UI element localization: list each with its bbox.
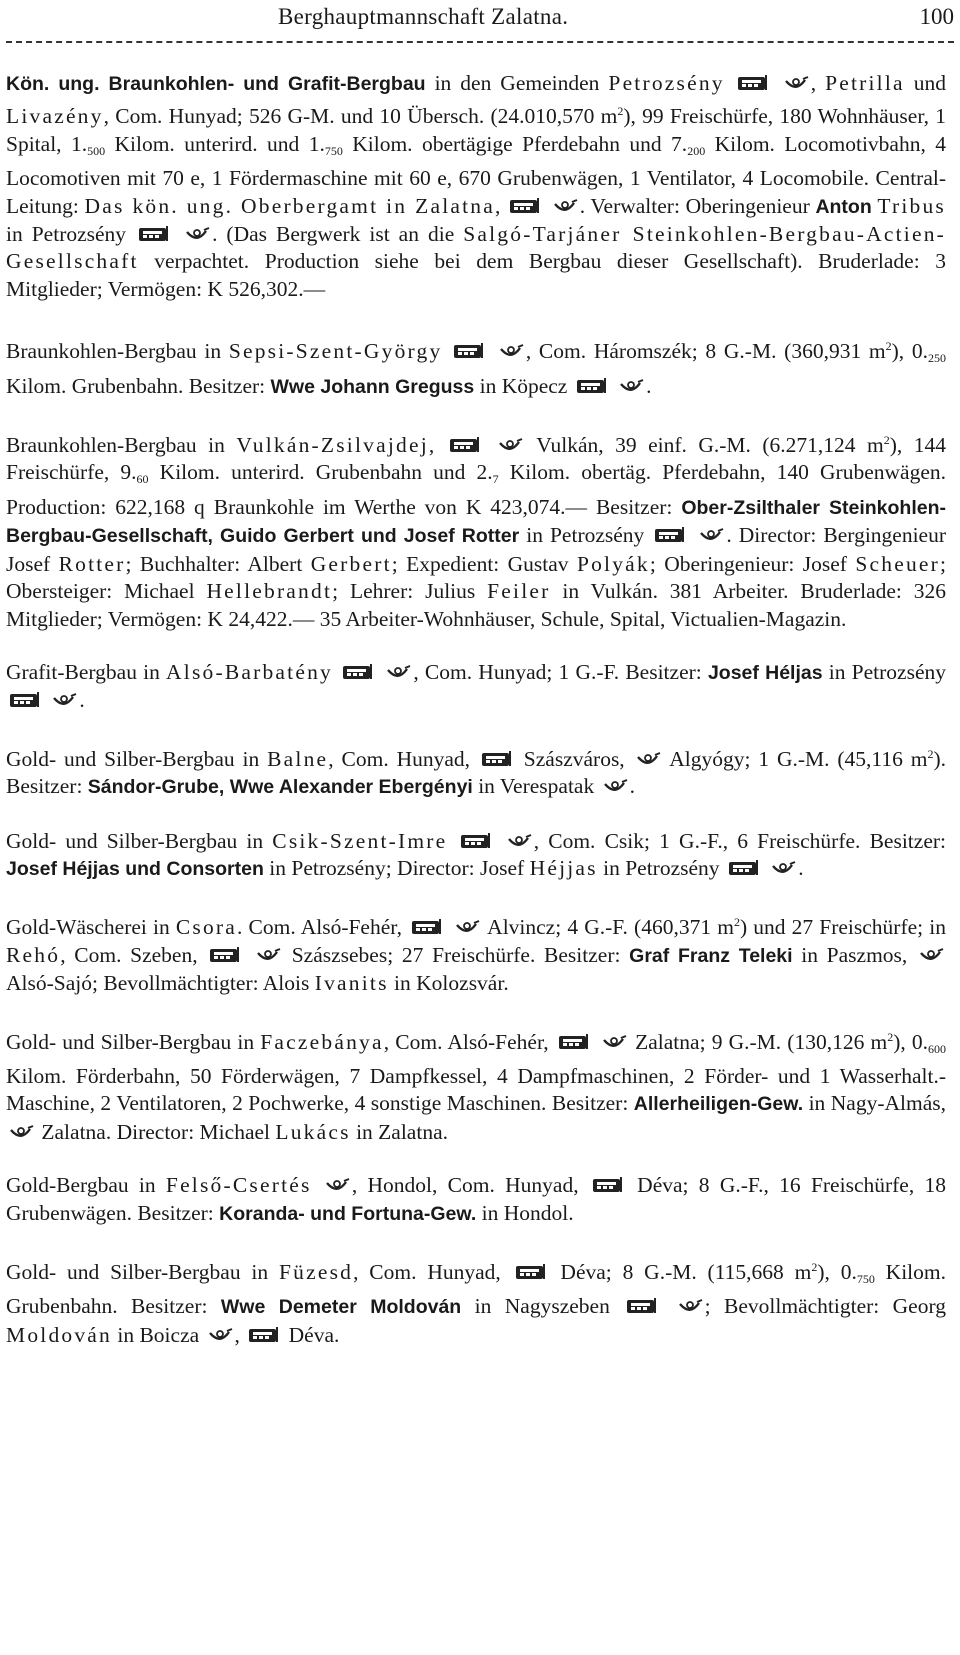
entry-text: , Com. Szeben, xyxy=(60,942,207,967)
post-horn-icon xyxy=(8,1124,34,1142)
person-surname: Feiler xyxy=(487,579,551,604)
post-horn-icon xyxy=(497,437,523,455)
place-name: Csora xyxy=(175,915,238,940)
entry-text: ), 99 Freischürfe, 180 Wohnhäuser, 1 Spital, 1. xyxy=(6,104,947,156)
telegraph-office-icon xyxy=(208,945,242,965)
entry-text: . xyxy=(798,855,804,880)
place-name: Vulkán-Zsilvajdej xyxy=(236,433,429,458)
telegraph-office-icon xyxy=(625,1296,659,1316)
entry-text: in Petrozsény xyxy=(597,855,725,880)
post-horn-icon xyxy=(770,860,796,878)
person-surname: Hellebrandt xyxy=(206,579,333,604)
telegraph-office-icon xyxy=(575,376,609,396)
post-horn-icon xyxy=(601,1034,627,1052)
place-name: Alsó-Barbatény xyxy=(166,659,333,684)
page-number: 100 xyxy=(919,4,954,29)
telegraph-office-icon xyxy=(736,73,770,93)
entry-text: in Zalatna. xyxy=(350,1119,448,1144)
place-name: Csik-Szent-Imre xyxy=(272,828,448,853)
mine-entry xyxy=(6,1024,946,1147)
entry-text: Kilom. obertäg. Pferdebahn, 140 Grubenwägen. Production: 622,168 q Braunkohle im Werthe von K 423,074.— Besitzer: xyxy=(6,460,946,519)
superscript: 2 xyxy=(883,433,890,448)
entry-text: in Vulkán. 381 Arbeiter. Bruderlade: 326 Mitglieder; Vermögen: K 24,422.— 35 Arbeiter-Wohnhäuser, Schule, Spital, Victualien-Magazin. xyxy=(6,579,947,631)
entry-text: , Com. Hunyad, xyxy=(328,746,478,771)
entry-heading: Gold- und Silber-Bergbau in xyxy=(6,828,273,853)
telegraph-office-icon xyxy=(341,662,375,682)
place-name: Rehó xyxy=(6,942,61,967)
post-horn-icon xyxy=(385,664,411,682)
entry-text: Déva; 8 G.-F., 16 Freischürfe, 18 Grubenwägen. Besitzer: xyxy=(6,1173,947,1225)
subscript: 500 xyxy=(87,143,106,158)
person-surname: Héjjas xyxy=(529,855,598,880)
place-name: Felső-Csertés xyxy=(165,1173,312,1198)
mine-entry xyxy=(6,1172,946,1228)
entry-heading: Kön. ung. Braunkohlen- und Grafit-Bergbau xyxy=(6,73,426,95)
entry-heading: Gold-Bergbau in xyxy=(6,1173,166,1198)
person-surname: Tribus xyxy=(877,193,946,218)
entry-text: . Verwalter: Oberingenieur xyxy=(579,193,816,218)
entry-text: , Com. Csik; 1 G.-F., 6 Freischürfe. Besitzer: xyxy=(533,828,946,853)
post-horn-icon xyxy=(255,947,281,965)
subscript: 600 xyxy=(928,1041,947,1056)
mine-entry xyxy=(6,741,946,802)
post-horn-icon xyxy=(324,1177,350,1195)
post-horn-icon xyxy=(677,1298,703,1316)
superscript: 2 xyxy=(617,104,624,119)
owner-name: Graf Franz Teleki xyxy=(629,944,793,967)
telegraph-office-icon xyxy=(653,525,687,545)
entry-text: Kilom. Locomotivbahn, 4 Locomotiven mit 70 e, 1 Fördermaschine mit 60 e, 670 Grubenwägen, 1 Ventilator, 4 Locomobile. Central-Leitung: xyxy=(6,131,946,218)
entry-text: . xyxy=(79,688,85,713)
mine-entry xyxy=(6,427,946,633)
entry-heading: Gold- und Silber-Bergbau in xyxy=(6,1260,279,1284)
entry-text: , Com. Hunyad; 1 G.-F. Besitzer: xyxy=(413,659,708,684)
entry-text: , Hondol, Com. Hunyad, xyxy=(351,1173,589,1198)
entry-heading: Grafit-Bergbau in xyxy=(6,659,167,684)
entry-text: in Petrozsény xyxy=(519,523,652,548)
entry-text: Szászsebes; 27 Freischürfe. Besitzer: xyxy=(283,942,630,967)
post-horn-icon xyxy=(602,778,628,796)
entry-text: ; Obersteiger: Michael xyxy=(6,551,946,604)
post-horn-icon xyxy=(635,751,661,769)
entry-text: Alsó-Sajó; Bevollmächtigter: Alois xyxy=(6,971,315,996)
running-head xyxy=(0,4,960,36)
post-horn-icon xyxy=(552,198,578,216)
post-horn-icon xyxy=(698,527,724,545)
telegraph-office-icon xyxy=(452,341,486,361)
post-horn-icon xyxy=(498,343,524,361)
superscript: 2 xyxy=(733,915,740,930)
person-surname: Rotter xyxy=(58,551,126,576)
entry-text: ; Lehrer: Julius xyxy=(332,579,488,604)
mine-entry xyxy=(6,1254,946,1349)
owner-name: Ober-Zsilthaler Steinkohlen-Bergbau-Gesellschaft, Guido Gerbert und Josef Rotter xyxy=(6,496,946,548)
post-horn-icon xyxy=(783,75,809,93)
superscript: 2 xyxy=(885,339,892,354)
subscript: 750 xyxy=(856,1272,875,1286)
entry-text: in Hondol. xyxy=(476,1200,574,1225)
telegraph-office-icon xyxy=(410,917,444,937)
entry-text: Kilom. unterird. Grubenbahn und 2. xyxy=(148,460,493,485)
entry-text: , Com. Alsó-Fehér, xyxy=(383,1029,555,1054)
entry-text: in Petrozsény; Director: Josef xyxy=(263,855,530,880)
mine-entry xyxy=(6,70,946,303)
entry-text: , Com. Hunyad; 526 G-M. und 10 Übersch. (24.010,570 m xyxy=(103,104,618,129)
telegraph-office-icon xyxy=(8,690,42,710)
place-name: Livazény xyxy=(6,104,104,129)
entry-text: Kilom. Grubenbahn. Besitzer: xyxy=(6,373,271,398)
telegraph-office-icon xyxy=(514,1262,548,1282)
entry-text: in den Gemeinden xyxy=(425,71,609,95)
place-name: Petrilla xyxy=(825,71,905,95)
entry-text: Déva. xyxy=(283,1322,340,1347)
organisation-name: Das kön. ung. Oberbergamt in Zalatna xyxy=(84,193,495,218)
entry-heading: Braunkohlen-Bergbau in xyxy=(6,339,229,364)
entry-text: , xyxy=(810,71,826,95)
entry-text: , xyxy=(428,433,446,458)
post-horn-icon xyxy=(51,692,77,710)
person-surname: Polyák xyxy=(576,551,650,576)
entry-text: , Com. Háromszék; 8 G.-M. (360,931 m xyxy=(525,339,886,364)
entry-text: Alvincz; 4 G.-F. (460,371 m xyxy=(482,915,734,940)
superscript: 2 xyxy=(887,1029,894,1044)
entry-text: Vulkán, 39 einf. G.-M. (6.271,124 m xyxy=(525,433,884,458)
entry-text: in Verespatak xyxy=(472,774,600,799)
entry-text: Zalatna. Director: Michael xyxy=(36,1119,276,1144)
entry-list xyxy=(6,70,946,1375)
telegraph-office-icon xyxy=(247,1325,281,1345)
owner-name: Wwe Demeter Moldován xyxy=(220,1296,462,1319)
subscript: 750 xyxy=(324,143,343,158)
entry-text: Kilom. unterird. und 1. xyxy=(105,131,325,156)
entry-text: verpachtet. Production siehe bei dem Bergbau dieser Gesellschaft). Bruderlade: 3 Mitglieder; Vermögen: K 526,302.— xyxy=(6,249,946,301)
entry-text: . Director: Bergingenieur Josef xyxy=(6,523,947,576)
entry-text: in Boicza xyxy=(111,1322,205,1347)
place-name: Petrozsény xyxy=(608,71,725,95)
entry-text: ), 0. xyxy=(893,1029,929,1054)
entry-text: in Kolozsvár. xyxy=(388,971,509,996)
post-horn-icon xyxy=(207,1327,233,1345)
post-horn-icon xyxy=(618,378,644,396)
owner-name: Koranda- und Fortuna-Gew. xyxy=(219,1202,477,1225)
mine-entry xyxy=(6,333,946,401)
subscript: 7 xyxy=(492,472,499,487)
header-rule xyxy=(6,41,954,43)
entry-heading: Braunkohlen-Bergbau in xyxy=(6,433,237,458)
entry-heading: Gold- und Silber-Bergbau in xyxy=(6,1029,261,1054)
entry-text: Zalatna; 9 G.-M. (130,126 m xyxy=(628,1029,888,1054)
telegraph-office-icon xyxy=(591,1175,625,1195)
person-surname: Gerbert xyxy=(310,551,392,576)
entry-text: und xyxy=(904,71,947,95)
telegraph-office-icon xyxy=(557,1032,591,1052)
mine-entry xyxy=(6,909,946,997)
entry-text: Algyógy; 1 G.-M. (45,116 m xyxy=(662,746,928,771)
owner-name: Allerheiligen-Gew. xyxy=(633,1093,804,1116)
entry-text: in Nagy-Almás, xyxy=(803,1091,946,1116)
place-name: Faczebánya xyxy=(260,1029,384,1054)
telegraph-office-icon xyxy=(508,196,542,216)
post-horn-icon xyxy=(506,833,532,851)
entry-text: , xyxy=(495,193,507,218)
owner-name: Josef Héjjas und Consorten xyxy=(6,857,264,880)
organisation-name: Salgó-Tarjáner Steinkohlen-Bergbau-Actien-Gesellschaft xyxy=(6,222,947,274)
telegraph-office-icon xyxy=(137,224,171,244)
entry-text: ) und 27 Freischürfe; in xyxy=(739,915,946,940)
entry-text: in Nagyszeben xyxy=(461,1294,624,1319)
superscript: 2 xyxy=(927,746,934,761)
entry-text: ). Besitzer: xyxy=(6,746,946,799)
entry-text: Kilom. Förderbahn, 50 Förderwägen, 7 Dampfkessel, 4 Dampfmaschinen, 2 Förder- und 1 Wasserhalt.-Maschine, 2 Ventilatoren, 2 Pochwerke, 4 sonstige Maschinen. Besitzer: xyxy=(6,1063,946,1116)
person-name: Anton xyxy=(815,195,872,218)
entry-text: . Com. Alsó-Fehér, xyxy=(237,915,409,940)
entry-text: ; Expedient: Gustav xyxy=(391,551,577,576)
person-surname: Scheuer xyxy=(855,551,941,576)
entry-text: Kilom. Grubenbahn. Besitzer: xyxy=(6,1260,946,1319)
entry-text: in Köpecz xyxy=(474,373,573,398)
entry-text: ; Oberingenieur: Josef xyxy=(649,551,856,576)
entry-text: ; Bevollmächtigter: Georg xyxy=(704,1294,946,1319)
person-surname: Lukács xyxy=(275,1119,351,1144)
entry-text: . xyxy=(629,774,635,799)
entry-text: Déva; 8 G.-M. (115,668 m xyxy=(549,1260,812,1284)
entry-text: in Paszmos, xyxy=(792,942,916,967)
owner-name: Sándor-Grube, Wwe Alexander Ebergényi xyxy=(87,776,473,799)
mine-entry xyxy=(6,828,946,884)
place-name: Balne xyxy=(267,746,329,771)
post-horn-icon xyxy=(454,919,480,937)
entry-heading: Gold-Wäscherei in xyxy=(6,915,176,940)
person-surname: Moldován xyxy=(6,1322,112,1347)
entry-text: in xyxy=(6,222,32,247)
entry-text: in Petrozsény xyxy=(822,659,946,684)
subscript: 60 xyxy=(136,472,149,487)
telegraph-office-icon xyxy=(448,435,482,455)
entry-text: , Com. Hunyad, xyxy=(353,1260,512,1284)
entry-text: . xyxy=(646,373,652,398)
telegraph-office-icon xyxy=(480,749,514,769)
place-name: Petrozsény xyxy=(31,222,127,247)
entry-text: . (Das Bergwerk ist an die xyxy=(212,222,464,247)
telegraph-office-icon xyxy=(727,858,761,878)
telegraph-office-icon xyxy=(459,831,493,851)
page-header-title: Berghauptmannschaft Zalatna. xyxy=(278,4,569,29)
post-horn-icon xyxy=(918,947,944,965)
entry-text: ), 0. xyxy=(817,1260,857,1284)
person-surname: Ivanits xyxy=(314,971,389,996)
entry-text: , xyxy=(234,1322,246,1347)
place-name: Sepsi-Szent-György xyxy=(228,339,443,364)
entry-text: Szászváros, xyxy=(515,746,633,771)
owner-name: Wwe Johann Greguss xyxy=(270,375,475,398)
entry-text: ), 144 Freischürfe, 9. xyxy=(6,433,946,485)
superscript: 2 xyxy=(811,1260,818,1274)
subscript: 200 xyxy=(687,143,706,158)
place-name: Füzesd xyxy=(278,1260,354,1284)
subscript: 250 xyxy=(928,351,947,366)
mine-entry xyxy=(6,659,946,715)
owner-name: Josef Héljas xyxy=(707,661,823,684)
entry-text: ), 0. xyxy=(891,339,929,364)
entry-text: ; Buchhalter: Albert xyxy=(125,551,311,576)
entry-heading: Gold- und Silber-Bergbau in xyxy=(6,746,268,771)
entry-text: Kilom. obertägige Pferdebahn und 7. xyxy=(342,131,688,156)
post-horn-icon xyxy=(184,226,210,244)
